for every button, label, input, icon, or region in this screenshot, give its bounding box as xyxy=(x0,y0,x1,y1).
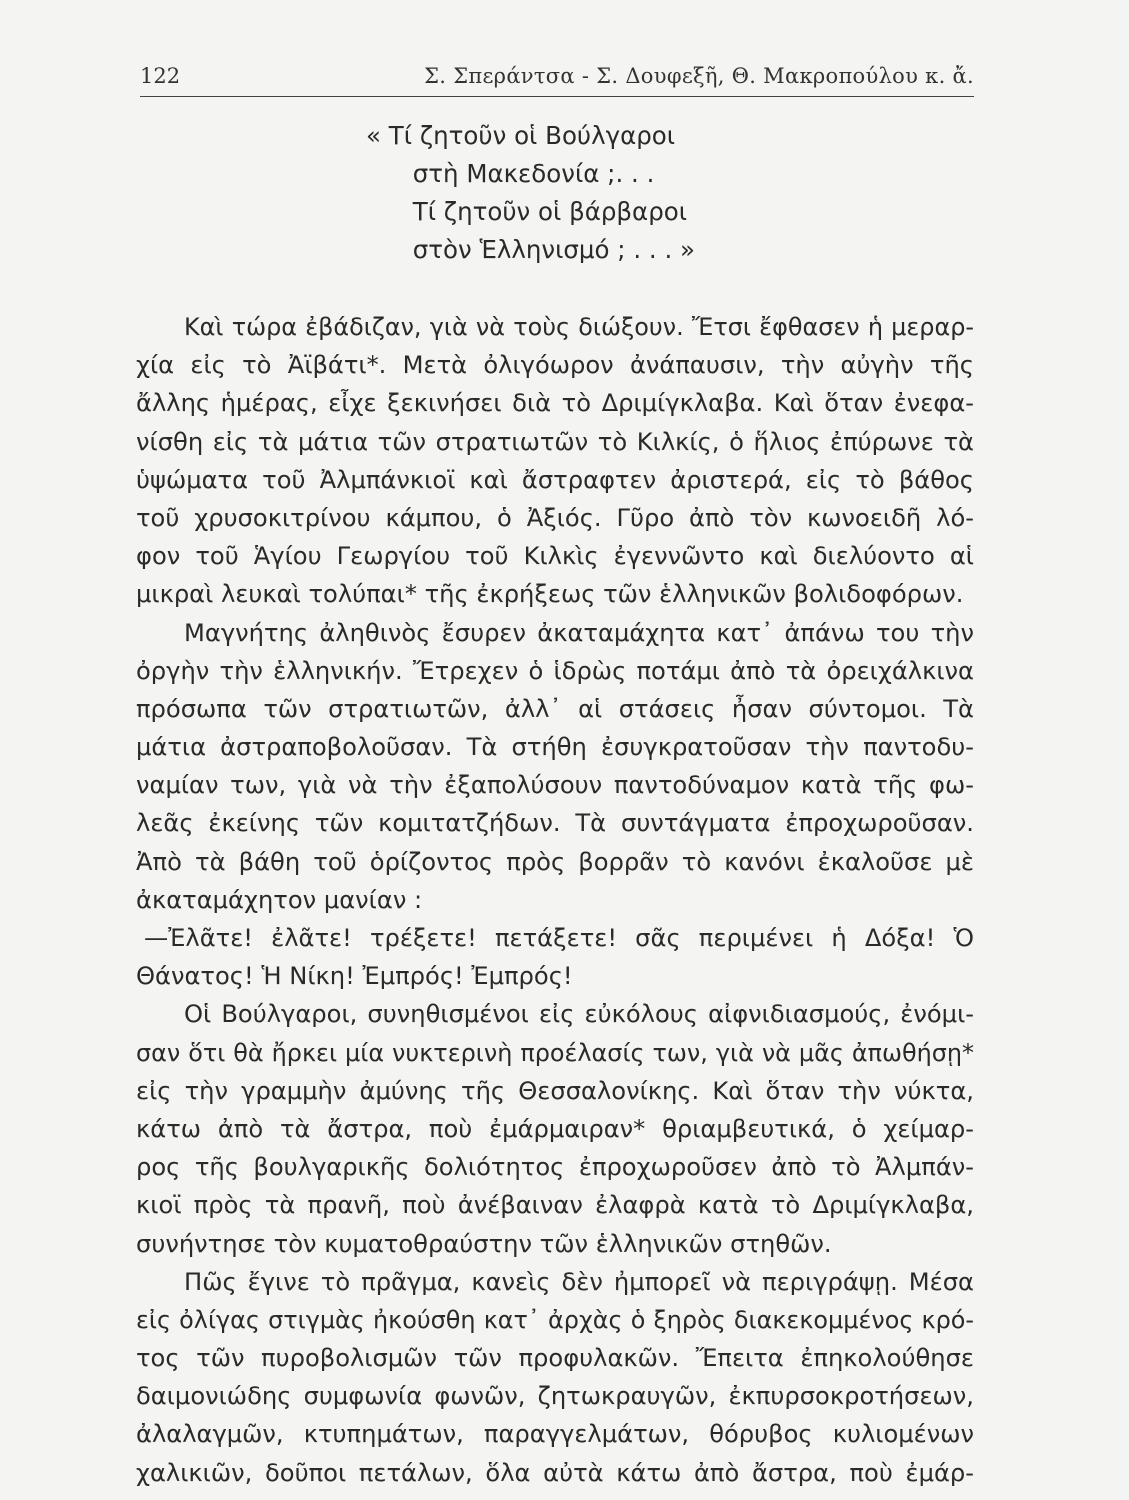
poem-line: « Τί ζητοῦν οἱ Βούλγαροι xyxy=(366,121,676,150)
poem-line: Τί ζητοῦν οἱ βάρβαροι xyxy=(366,197,688,226)
text-line: ρος τῆς βουλγαρικῆς δολιότητος ἐπροχωροῦσεν ἀπὸ τὸ Ἀλμπάν- xyxy=(136,1153,974,1182)
text-line: σαν ὅτι θὰ ἤρκει μία νυκτερινὴ προέλασίς των, γιὰ νὰ μᾶς ἀπωθήσῃ* xyxy=(136,1038,974,1067)
text-line: ὑψώματα τοῦ Ἀλμπάνκιοϊ καὶ ἄστραφτεν ἀριστερά, εἰς τὸ βάθος xyxy=(136,465,974,494)
page-number: 122 xyxy=(140,64,181,88)
text-line: μάτια ἀστραποβολοῦσαν. Τὰ στήθη ἐσυγκρατοῦσαν τὴν παντοδυ- xyxy=(136,733,974,762)
text-line: ὀργὴν τὴν ἑλληνικήν. Ἔτρεχεν ὁ ἱδρὼς ποτάμι ἀπὸ τὰ ὀρειχάλκινα xyxy=(136,656,974,685)
text-line: ἄλλης ἡμέρας, εἶχε ξεκινήσει διὰ τὸ Δριμίγκλαβα. Καὶ ὅταν ἐνεφα- xyxy=(136,389,974,418)
text-line: εἰς ὀλίγας στιγμὰς ἠκούσθη κατ᾽ ἀρχὰς ὁ ξηρὸς διακεκομμένος κρό- xyxy=(136,1305,974,1334)
poem-quote xyxy=(366,117,695,269)
text-line: μικραὶ λευκαὶ τολύπαι* τῆς ἐκρήξεως τῶν ἑλληνικῶν βολιδοφόρων. xyxy=(136,580,964,609)
text-line: τος τῶν πυροβολισμῶν τῶν προφυλακῶν. Ἔπειτα ἐπηκολούθησε xyxy=(136,1344,974,1373)
text-line: συνήντησε τὸν κυματοθραύστην τῶν ἑλληνικῶν στηθῶν. xyxy=(136,1229,832,1258)
text-line: Καὶ τώρα ἐβάδιζαν, γιὰ νὰ τοὺς διώξουν. Ἔτσι ἔφθασεν ἡ μεραρ- xyxy=(184,313,974,341)
text-line: χαλικιῶν, δοῦποι πετάλων, ὅλα αὐτὰ κάτω ἀπὸ ἄστρα, ποὺ ἐμάρ- xyxy=(136,1458,974,1487)
text-line: δαιμονιώδης συμφωνία φωνῶν, ζητωκραυγῶν, ἐκπυρσοκροτήσεων, xyxy=(136,1382,974,1411)
text-line: νίσθη εἰς τὰ μάτια τῶν στρατιωτῶν τὸ Κιλκίς, ὁ ἥλιος ἐπύρωνε τὰ xyxy=(136,427,974,456)
text-line: —Ἐλᾶτε! ἐλᾶτε! τρέξετε! πετάξετε! σᾶς περιμένει ἡ Δόξα! Ὁ xyxy=(144,924,974,952)
text-line: κιοϊ πρὸς τὰ πρανῆ, ποὺ ἀνέβαιναν ἐλαφρὰ κατὰ τὸ Δριμίγκλαβα, xyxy=(136,1191,974,1220)
poem-line: στὴ Μακεδονία ;. . . xyxy=(366,159,655,188)
text-line: ἀλαλαγμῶν, κτυπημάτων, παραγγελμάτων, θόρυβος κυλιομένων xyxy=(136,1420,974,1449)
text-line: ναμίαν των, γιὰ νὰ τὴν ἐξαπολύσουν παντοδύναμον κατὰ τῆς φω- xyxy=(136,771,974,800)
text-line: Ἀπὸ τὰ βάθη τοῦ ὁρίζοντος πρὸς βορρᾶν τὸ κανόνι ἐκαλοῦσε μὲ xyxy=(136,847,974,876)
page-header xyxy=(140,62,974,97)
text-line: εἰς τὴν γραμμὴν ἀμύνης τῆς Θεσσαλονίκης. Καὶ ὅταν τὴν νύκτα, xyxy=(136,1076,974,1105)
running-head: Σ. Σπεράντσα - Σ. Δουφεξῆ, Θ. Μακροπούλου κ. ἄ. xyxy=(424,64,974,88)
text-line: χία εἰς τὸ Ἀϊβάτι*. Μετὰ ὀλιγόωρον ἀνάπαυσιν, τὴν αὐγὴν τῆς xyxy=(136,351,974,380)
poem-line: στὸν Ἑλληνισμό ; . . . » xyxy=(366,235,696,264)
text-line: Θάνατος! Ἡ Νίκη! Ἐμπρός! Ἐμπρός! xyxy=(136,962,573,991)
text-line: φον τοῦ Ἁγίου Γεωργίου τοῦ Κιλκὶς ἐγεννῶντο καὶ διελύοντο αἱ xyxy=(136,542,974,571)
text-line: πρόσωπα τῶν στρατιωτῶν, ἀλλ᾽ αἱ στάσεις ἦσαν σύντομοι. Τὰ xyxy=(136,694,974,723)
text-line: τοῦ χρυσοκιτρίνου κάμπου, ὁ Ἀξιός. Γῦρο ἀπὸ τὸν κωνοειδῆ λό- xyxy=(136,503,974,532)
body-text xyxy=(136,308,974,1492)
text-line: Πῶς ἔγινε τὸ πρᾶγμα, κανεὶς δὲν ἠμπορεῖ νὰ περιγράψῃ. Μέσα xyxy=(184,1267,974,1296)
text-line: ἀκαταμάχητον μανίαν : xyxy=(136,885,423,914)
text-line: Μαγνήτης ἀληθινὸς ἔσυρεν ἀκαταμάχητα κατ᾽ ἀπάνω του τὴν xyxy=(184,618,974,647)
text-line: λεᾶς ἐκείνης τῶν κομιτατζήδων. Τὰ συντάγματα ἐπροχωροῦσαν. xyxy=(136,809,974,838)
text-line: κάτω ἀπὸ τὰ ἄστρα, ποὺ ἐμάρμαιραν* θριαμβευτικά, ὁ χείμαρ- xyxy=(136,1114,974,1143)
text-line: Οἱ Βούλγαροι, συνηθισμένοι εἰς εὐκόλους αἰφνιδιασμούς, ἐνόμι- xyxy=(184,1000,974,1029)
